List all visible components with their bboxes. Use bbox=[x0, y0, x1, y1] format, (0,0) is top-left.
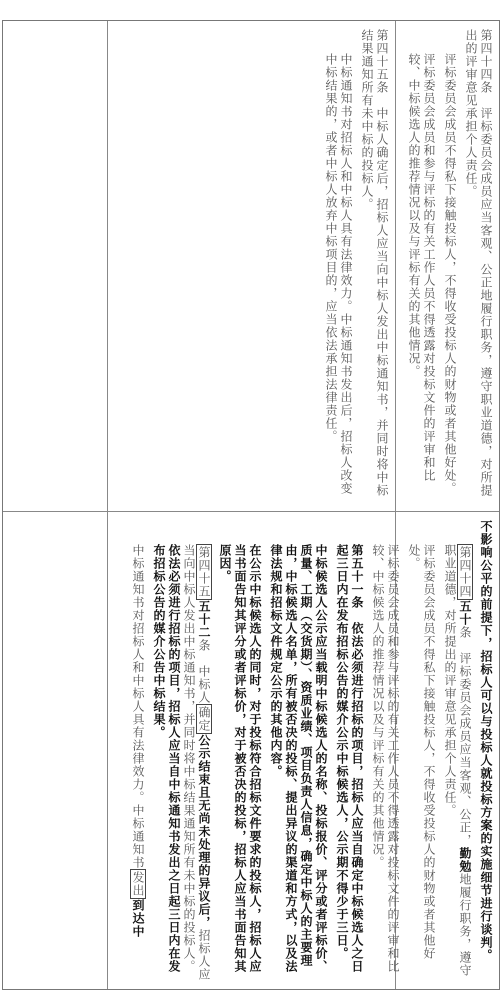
old-art45-para-1: 第四十五条 中标人确定后，招标人应当向中标人发出中标通知书，并同时将中标结果通知所有未中标的投标人。 bbox=[360, 29, 389, 497]
text-fragment: 条 中标人 bbox=[197, 639, 211, 704]
struck-article-number: 第四十五 bbox=[197, 546, 211, 598]
old-article-44-cell bbox=[395, 21, 499, 511]
new-art50-para-3: 评标委员会成员和参与评标的有关工作人员不得透露对投标文件的评审和比较、中标候选人的推荐情况以及与评标有关的其他情况。 bbox=[371, 544, 400, 973]
inserted-text: 勤勉 bbox=[458, 847, 472, 873]
new-articles-cell bbox=[107, 512, 499, 989]
struck-text: 确定 bbox=[197, 706, 211, 732]
inserted-text: 依法必须进行招标的项目，招标人应当自中标通知书发出之日起三日内在发布招标公告的媒介公告中标结果。 bbox=[152, 544, 181, 973]
struck-article-number: 第四十四 bbox=[458, 546, 472, 598]
struck-text: 发出 bbox=[131, 871, 145, 897]
new-art51-para-2: 中标候选人公示应当载明中标候选人的名称、投标报价、评分或者评标价、质量、工期（交货期）、资质业绩、项目负责人信息，确定中标人的主要理由，中标候选人名单，所有被否决的投标、提出异议的渠道和方式，以及法律法规和招标文件规定公示的其他内容。 bbox=[269, 544, 328, 973]
text-fragment: 条 评标委员会成员应当客观、公正， bbox=[458, 626, 472, 847]
text-fragment: 中标通知书对招标人和中标人具有法律效力。中标通知书 bbox=[131, 544, 145, 869]
old-art44-para-2: 评标委员会成员不得私下接触投标人，不得收受投标人的财物或者其他好处。 bbox=[443, 53, 457, 495]
old-art44-para-3: 评标委员会成员和参与评标的有关工作人员不得透露对投标文件的评审和比较、中标候选人的推荐情况以及与评标有关的其他情况。 bbox=[407, 53, 436, 482]
text-fragment: 招标人应当向中标人发出中标通知书，并同时将中标结果通知所有未中标的投标人。 bbox=[182, 544, 211, 981]
new-article-number: 五十 bbox=[458, 600, 472, 626]
new-art50-para-2: 评标委员会成员不得私下接触投标人，不得收受投标人的财物或者其他好处。 bbox=[407, 544, 436, 960]
new-art50-para-1 bbox=[442, 520, 472, 981]
new-art52-para-1 bbox=[151, 520, 211, 981]
old-article-45-cell bbox=[107, 21, 395, 511]
new-art51-para-3: 在公示中标候选人的同时，对于投标符合招标文件要求的投标人，招标人应当书面告知其评分或者评标价，对于被否决的投标，招标人应当书面告知其原因。 bbox=[218, 544, 262, 973]
old-art45-para-2: 中标通知书对招标人和中标人具有法律效力。中标通知书发出后，招标人改变中标结果的，或者中标人放弃中标项目的，应当依法承担法律责任。 bbox=[324, 53, 353, 495]
text-fragment: 地履行职务，遵守职业道德，对所提出的评审意见承担个人责任。 bbox=[443, 544, 472, 977]
inserted-text: 到达中 bbox=[131, 899, 145, 938]
new-art52-para-2 bbox=[130, 520, 145, 938]
inserted-text: 公示结束且无尚未处理的异议后， bbox=[197, 734, 211, 929]
comparison-table bbox=[2, 20, 500, 990]
new-article-number: 五十二 bbox=[197, 600, 211, 639]
new-art51-para-1: 第五十一条 依法必须进行招标的项目，招标人应当自确定中标候选人之日起三日内在发布招标公告的媒介公示中标候选人，公示期不得少于三日。 bbox=[335, 544, 364, 973]
new-top-bold: 不影响公平的前提下，招标人可以与投标人就投标方案的实施细节进行谈判。 bbox=[479, 520, 493, 962]
old-art44-para-1: 第四十四条 评标委员会成员应当客观、公正地履行职务，遵守职业道德，对所提出的评审意见承担个人责任。 bbox=[464, 29, 493, 497]
